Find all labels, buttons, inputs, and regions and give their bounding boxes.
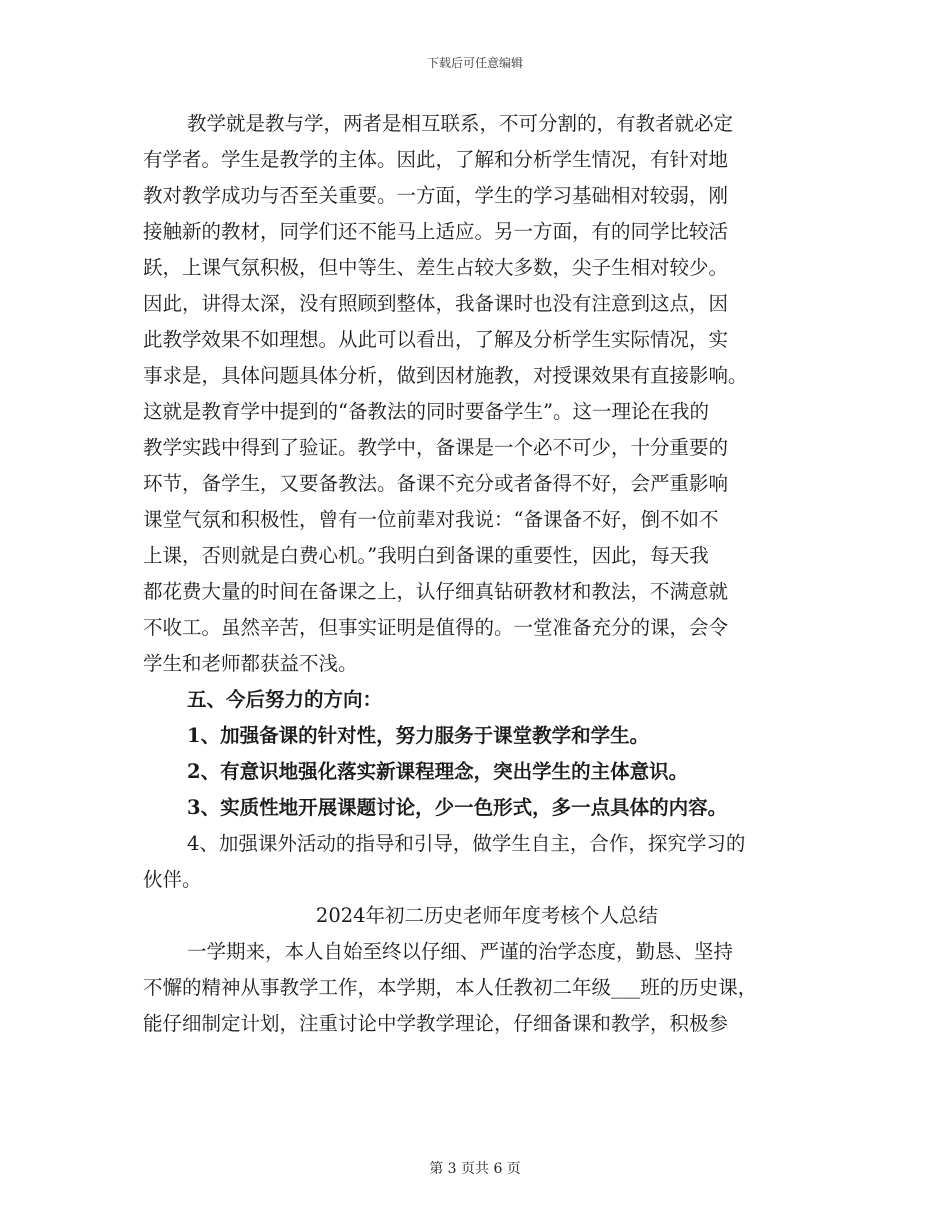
paragraph-line: 学生和老师都获益不浅。	[143, 652, 358, 675]
paragraph-line: 跃，上课气氛积极，但中等生、差生占较大多数，尖子生相对较少。	[143, 256, 729, 279]
document-body	[143, 106, 811, 1042]
list-item: 1、加强备课的针对性，努力服务于课堂教学和学生。	[187, 724, 650, 747]
paragraph-line: 一学期来，本人自始至终以仔细、严谨的治学态度，勤恳、坚持	[187, 940, 734, 963]
paragraph-line: 因此，讲得太深，没有照顾到整体，我备课时也没有注意到这点，因	[143, 292, 729, 315]
paragraph-line: 此教学效果不如理想。从此可以看出，了解及分析学生实际情况，实	[143, 328, 729, 351]
paragraph-line: 不懈的精神从事教学工作，本学期，本人任教初二年级___班的历史课，	[143, 976, 758, 999]
paragraph-line: 不收工。虽然辛苦，但事实证明是值得的。一堂准备充分的课，会令	[143, 616, 729, 639]
paragraph-line: 教对教学成功与否至关重要。一方面，学生的学习基础相对较弱，刚	[143, 184, 729, 207]
paragraph-line: 都花费大量的时间在备课之上，认仔细真钻研教材和教法，不满意就	[143, 580, 729, 603]
page-header: 下载后可任意编辑	[426, 56, 523, 70]
paragraph-line: 有学者。学生是教学的主体。因此，了解和分析学生情况，有针对地	[143, 148, 729, 171]
section-heading: 五、今后努力的方向：	[187, 688, 383, 711]
paragraph-line: 上课，否则就是白费心机。”我明白到备课的重要性，因此，每天我	[143, 544, 709, 567]
list-item: 4、加强课外活动的指导和引导，做学生自主，合作，探究学习的	[187, 832, 746, 855]
paragraph-line: 教学实践中得到了验证。教学中，备课是一个必不可少，十分重要的	[143, 436, 729, 459]
list-item: 3、实质性地开展课题讨论，少一色形式，多一点具体的内容。	[187, 796, 728, 819]
document-title: 2024年初二历史老师年度考核个人总结	[315, 904, 659, 927]
page-number: 第 3 页共 6 页	[429, 1161, 521, 1177]
paragraph-line: 课堂气氛和积极性，曾有一位前辈对我说：“备课备不好，倒不如不	[143, 508, 719, 531]
paragraph-line: 事求是，具体问题具体分析，做到因材施教，对授课效果有直接影响。	[143, 364, 748, 387]
paragraph-line: 这就是教育学中提到的“备教法的同时要备学生”。这一理论在我的	[143, 400, 709, 423]
paragraph-line: 能仔细制定计划，注重讨论中学教学理论，仔细备课和教学，积极参	[143, 1012, 729, 1035]
paragraph-line: 环节，备学生，又要备教法。备课不充分或者备得不好，会严重影响	[143, 472, 729, 495]
list-item: 2、有意识地强化落实新课程理念，突出学生的主体意识。	[187, 760, 689, 783]
paragraph-line: 教学就是教与学，两者是相互联系，不可分割的，有教者就必定	[187, 112, 734, 135]
list-item-continuation: 伙伴。	[143, 868, 202, 891]
paragraph-line: 接触新的教材，同学们还不能马上适应。另一方面，有的同学比较活	[143, 220, 729, 243]
